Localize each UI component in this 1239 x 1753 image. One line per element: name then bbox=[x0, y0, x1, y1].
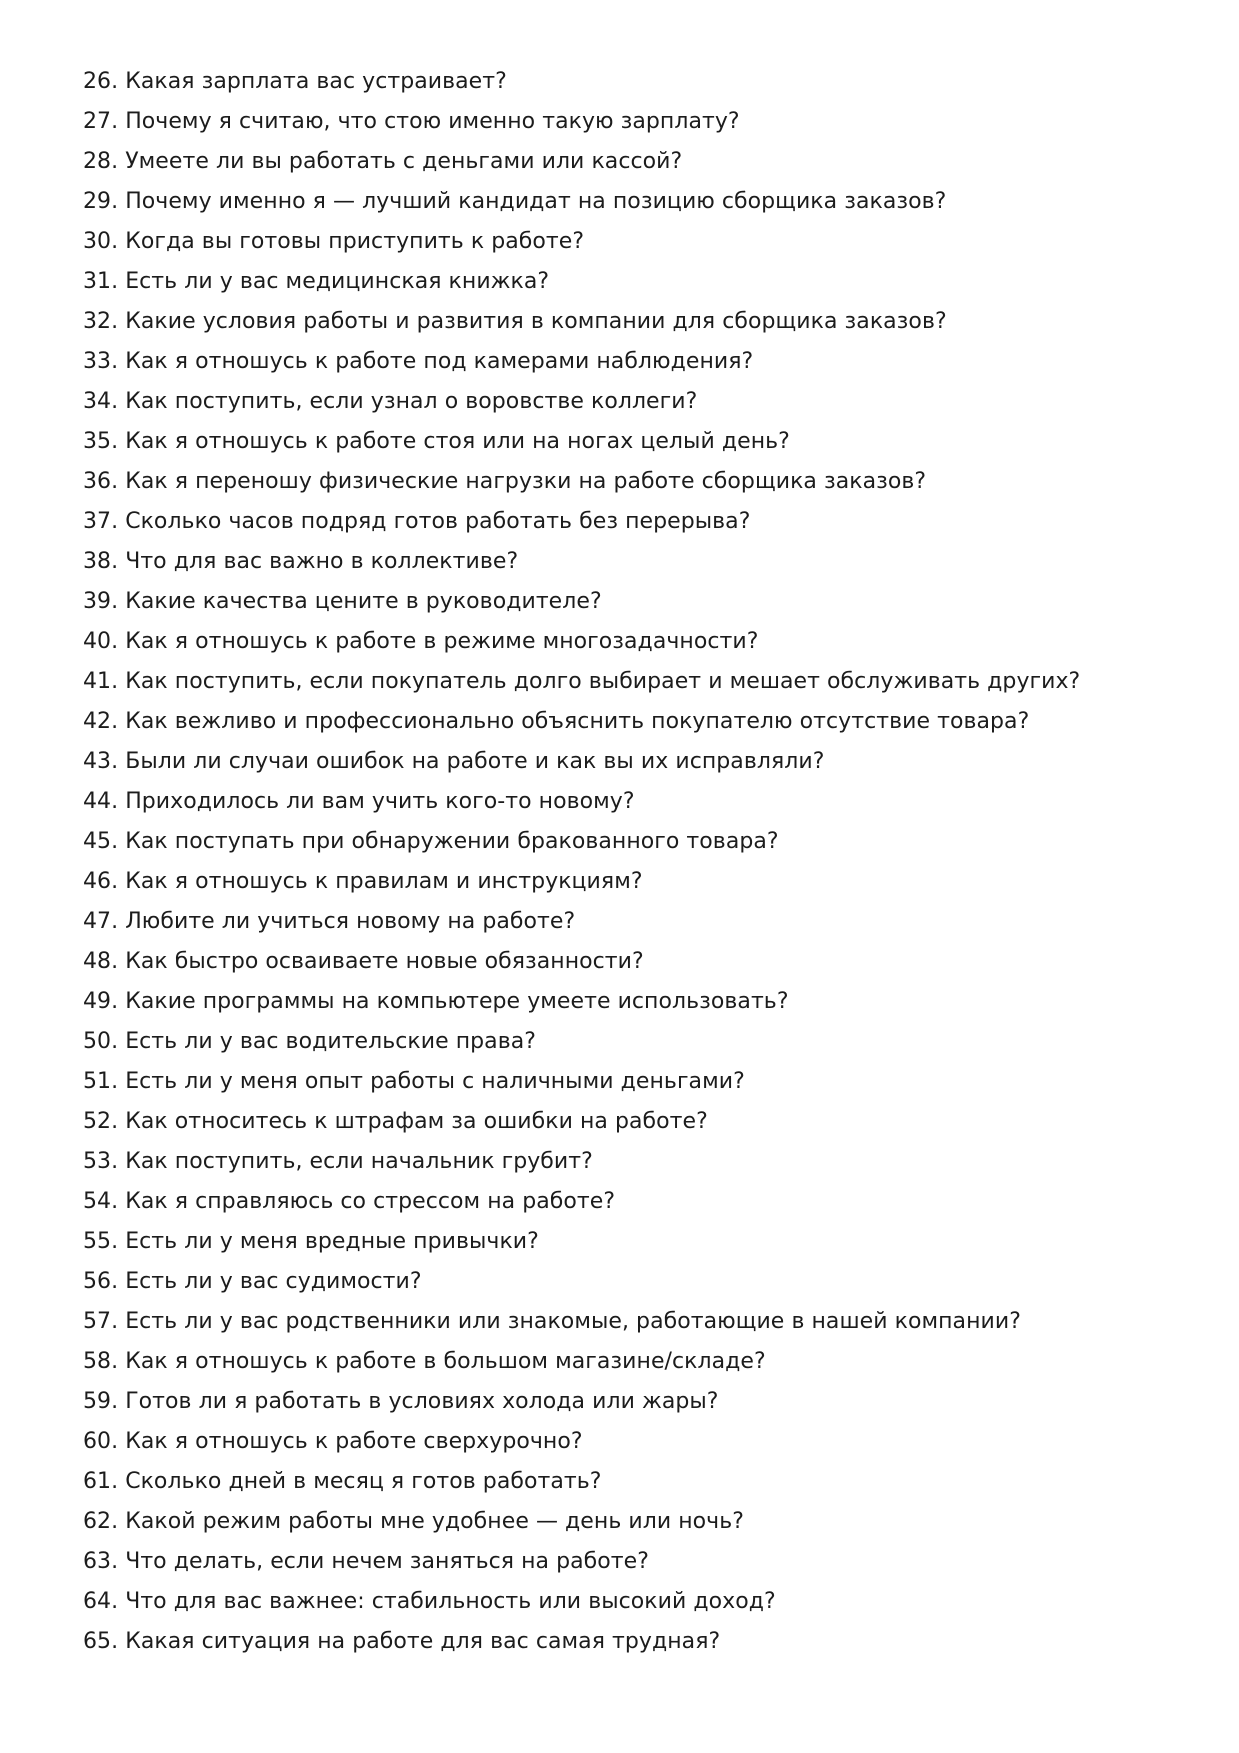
question-item bbox=[83, 302, 1183, 342]
question-text: Как поступать при обнаружении бракованного товара? bbox=[125, 829, 779, 854]
question-item bbox=[83, 942, 1183, 982]
question-text: Умеете ли вы работать с деньгами или кассой? bbox=[125, 149, 683, 174]
question-item bbox=[83, 542, 1183, 582]
question-number: 44. bbox=[83, 789, 119, 814]
question-text: Как относитесь к штрафам за ошибки на работе? bbox=[125, 1109, 708, 1134]
question-text: Как я отношусь к работе в режиме многозадачности? bbox=[125, 629, 759, 654]
question-number: 63. bbox=[83, 1549, 119, 1574]
question-text: Как вежливо и профессионально объяснить покупателю отсутствие товара? bbox=[125, 709, 1030, 734]
question-text: Сколько часов подряд готов работать без перерыва? bbox=[125, 509, 751, 534]
question-number: 38. bbox=[83, 549, 119, 574]
question-text: Как я отношусь к работе сверхурочно? bbox=[125, 1429, 583, 1454]
question-text: Что для вас важно в коллективе? bbox=[125, 549, 519, 574]
question-item bbox=[83, 502, 1183, 542]
question-list bbox=[83, 62, 1183, 1662]
question-number: 52. bbox=[83, 1109, 119, 1134]
question-text: Как быстро осваиваете новые обязанности? bbox=[125, 949, 644, 974]
question-item bbox=[83, 1462, 1183, 1502]
question-text: Как поступить, если покупатель долго выбирает и мешает обслуживать других? bbox=[125, 669, 1081, 694]
question-item bbox=[83, 1222, 1183, 1262]
question-item bbox=[83, 1262, 1183, 1302]
question-item bbox=[83, 1382, 1183, 1422]
question-item bbox=[83, 862, 1183, 902]
question-text: Как я отношусь к работе в большом магазине/складе? bbox=[125, 1349, 766, 1374]
question-text: Были ли случаи ошибок на работе и как вы их исправляли? bbox=[125, 749, 825, 774]
question-number: 43. bbox=[83, 749, 119, 774]
question-number: 27. bbox=[83, 109, 119, 134]
question-number: 33. bbox=[83, 349, 119, 374]
question-text: Почему я считаю, что стою именно такую зарплату? bbox=[125, 109, 740, 134]
question-text: Какой режим работы мне удобнее — день или ночь? bbox=[125, 1509, 744, 1534]
question-number: 55. bbox=[83, 1229, 119, 1254]
question-item bbox=[83, 62, 1183, 102]
question-item bbox=[83, 1342, 1183, 1382]
question-number: 60. bbox=[83, 1429, 119, 1454]
question-text: Какие качества цените в руководителе? bbox=[125, 589, 602, 614]
question-text: Как я отношусь к работе под камерами наблюдения? bbox=[125, 349, 754, 374]
question-item bbox=[83, 662, 1183, 702]
question-item bbox=[83, 222, 1183, 262]
question-number: 47. bbox=[83, 909, 119, 934]
question-item bbox=[83, 702, 1183, 742]
question-text: Есть ли у вас водительские права? bbox=[125, 1029, 536, 1054]
question-text: Как я справляюсь со стрессом на работе? bbox=[125, 1189, 616, 1214]
question-text: Как поступить, если узнал о воровстве коллеги? bbox=[125, 389, 698, 414]
question-number: 45. bbox=[83, 829, 119, 854]
question-text: Почему именно я — лучший кандидат на позицию сборщика заказов? bbox=[125, 189, 947, 214]
question-text: Что для вас важнее: стабильность или высокий доход? bbox=[125, 1589, 776, 1614]
question-item bbox=[83, 1182, 1183, 1222]
question-item bbox=[83, 142, 1183, 182]
question-number: 49. bbox=[83, 989, 119, 1014]
question-number: 32. bbox=[83, 309, 119, 334]
question-item bbox=[83, 1542, 1183, 1582]
question-text: Приходилось ли вам учить кого-то новому? bbox=[125, 789, 635, 814]
question-item bbox=[83, 182, 1183, 222]
question-text: Что делать, если нечем заняться на работе? bbox=[125, 1549, 649, 1574]
question-item bbox=[83, 582, 1183, 622]
question-number: 42. bbox=[83, 709, 119, 734]
question-number: 56. bbox=[83, 1269, 119, 1294]
question-item bbox=[83, 1622, 1183, 1662]
question-item bbox=[83, 1062, 1183, 1102]
question-text: Есть ли у вас родственники или знакомые, работающие в нашей компании? bbox=[125, 1309, 1021, 1334]
question-text: Когда вы готовы приступить к работе? bbox=[125, 229, 585, 254]
question-item bbox=[83, 382, 1183, 422]
question-item bbox=[83, 422, 1183, 462]
question-number: 54. bbox=[83, 1189, 119, 1214]
question-item bbox=[83, 622, 1183, 662]
question-number: 30. bbox=[83, 229, 119, 254]
question-number: 59. bbox=[83, 1389, 119, 1414]
question-number: 46. bbox=[83, 869, 119, 894]
question-item bbox=[83, 1102, 1183, 1142]
question-item bbox=[83, 742, 1183, 782]
question-number: 34. bbox=[83, 389, 119, 414]
question-number: 50. bbox=[83, 1029, 119, 1054]
question-number: 36. bbox=[83, 469, 119, 494]
question-number: 64. bbox=[83, 1589, 119, 1614]
question-number: 48. bbox=[83, 949, 119, 974]
question-item bbox=[83, 822, 1183, 862]
question-number: 65. bbox=[83, 1629, 119, 1654]
question-item bbox=[83, 902, 1183, 942]
question-text: Есть ли у вас медицинская книжка? bbox=[125, 269, 550, 294]
question-item bbox=[83, 1022, 1183, 1062]
question-number: 62. bbox=[83, 1509, 119, 1534]
question-item bbox=[83, 1422, 1183, 1462]
question-item bbox=[83, 1582, 1183, 1622]
question-text: Как поступить, если начальник грубит? bbox=[125, 1149, 593, 1174]
question-item bbox=[83, 262, 1183, 302]
question-item bbox=[83, 1142, 1183, 1182]
question-number: 53. bbox=[83, 1149, 119, 1174]
question-item bbox=[83, 1502, 1183, 1542]
question-number: 61. bbox=[83, 1469, 119, 1494]
question-text: Как я отношусь к работе стоя или на ногах целый день? bbox=[125, 429, 790, 454]
question-item bbox=[83, 1302, 1183, 1342]
question-number: 31. bbox=[83, 269, 119, 294]
question-text: Какие условия работы и развития в компании для сборщика заказов? bbox=[125, 309, 947, 334]
question-text: Какая зарплата вас устраивает? bbox=[125, 69, 507, 94]
question-number: 58. bbox=[83, 1349, 119, 1374]
question-text: Как я переношу физические нагрузки на работе сборщика заказов? bbox=[125, 469, 927, 494]
question-number: 35. bbox=[83, 429, 119, 454]
question-text: Сколько дней в месяц я готов работать? bbox=[125, 1469, 602, 1494]
question-item bbox=[83, 462, 1183, 502]
question-text: Какие программы на компьютере умеете использовать? bbox=[125, 989, 789, 1014]
question-number: 28. bbox=[83, 149, 119, 174]
question-text: Есть ли у меня опыт работы с наличными деньгами? bbox=[125, 1069, 745, 1094]
question-item bbox=[83, 102, 1183, 142]
question-item bbox=[83, 982, 1183, 1022]
question-number: 26. bbox=[83, 69, 119, 94]
question-item bbox=[83, 342, 1183, 382]
question-number: 57. bbox=[83, 1309, 119, 1334]
question-number: 51. bbox=[83, 1069, 119, 1094]
question-number: 37. bbox=[83, 509, 119, 534]
question-number: 39. bbox=[83, 589, 119, 614]
question-text: Есть ли у меня вредные привычки? bbox=[125, 1229, 539, 1254]
question-text: Есть ли у вас судимости? bbox=[125, 1269, 422, 1294]
question-number: 40. bbox=[83, 629, 119, 654]
question-text: Какая ситуация на работе для вас самая трудная? bbox=[125, 1629, 721, 1654]
question-text: Любите ли учиться новому на работе? bbox=[125, 909, 576, 934]
question-text: Готов ли я работать в условиях холода или жары? bbox=[125, 1389, 719, 1414]
question-number: 41. bbox=[83, 669, 119, 694]
question-number: 29. bbox=[83, 189, 119, 214]
question-item bbox=[83, 782, 1183, 822]
question-text: Как я отношусь к правилам и инструкциям? bbox=[125, 869, 643, 894]
